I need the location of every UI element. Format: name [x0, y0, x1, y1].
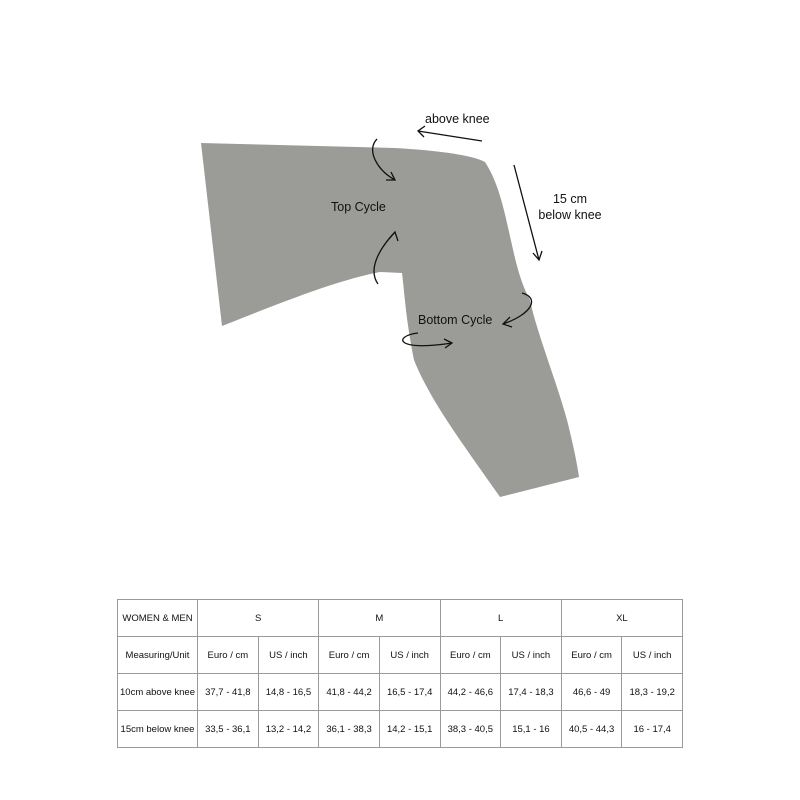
table-cell: 13,2 - 14,2: [258, 711, 319, 748]
size-header-row: [118, 600, 683, 637]
table-cell: 33,5 - 36,1: [198, 711, 259, 748]
table-cell: 14,2 - 15,1: [379, 711, 440, 748]
corner-cell: WOMEN & MEN: [118, 600, 198, 637]
table-cell: 37,7 - 41,8: [198, 674, 259, 711]
unit-row-label: Measuring/Unit: [118, 637, 198, 674]
size-l-header: L: [440, 600, 561, 637]
above-knee-label: above knee: [425, 112, 490, 126]
table-cell: 18,3 - 19,2: [622, 674, 683, 711]
top-cycle-label: Top Cycle: [331, 200, 386, 214]
size-s-header: S: [198, 600, 319, 637]
table-cell: 40,5 - 44,3: [561, 711, 622, 748]
table-cell: 17,4 - 18,3: [501, 674, 562, 711]
table-cell: 16 - 17,4: [622, 711, 683, 748]
unit-cell: US / inch: [379, 637, 440, 674]
row-label: 15cm below knee: [118, 711, 198, 748]
unit-cell: US / inch: [622, 637, 683, 674]
table-row: [118, 674, 683, 711]
unit-cell: Euro / cm: [561, 637, 622, 674]
size-chart-table: [117, 599, 683, 748]
below-knee-label-line1: 15 cm: [552, 192, 588, 206]
table-cell: 41,8 - 44,2: [319, 674, 380, 711]
row-label: 10cm above knee: [118, 674, 198, 711]
unit-row: [118, 637, 683, 674]
table-cell: 38,3 - 40,5: [440, 711, 501, 748]
unit-cell: Euro / cm: [319, 637, 380, 674]
unit-cell: Euro / cm: [198, 637, 259, 674]
below-knee-label-line2: below knee: [538, 208, 602, 222]
above-knee-arrow: [418, 126, 482, 141]
size-m-header: M: [319, 600, 440, 637]
size-xl-header: XL: [561, 600, 682, 637]
table-cell: 44,2 - 46,6: [440, 674, 501, 711]
table-cell: 16,5 - 17,4: [379, 674, 440, 711]
unit-cell: US / inch: [501, 637, 562, 674]
unit-cell: Euro / cm: [440, 637, 501, 674]
table-cell: 36,1 - 38,3: [319, 711, 380, 748]
table-cell: 14,8 - 16,5: [258, 674, 319, 711]
table-row: [118, 711, 683, 748]
table-cell: 46,6 - 49: [561, 674, 622, 711]
table-cell: 15,1 - 16: [501, 711, 562, 748]
unit-cell: US / inch: [258, 637, 319, 674]
bottom-cycle-label: Bottom Cycle: [418, 313, 493, 327]
